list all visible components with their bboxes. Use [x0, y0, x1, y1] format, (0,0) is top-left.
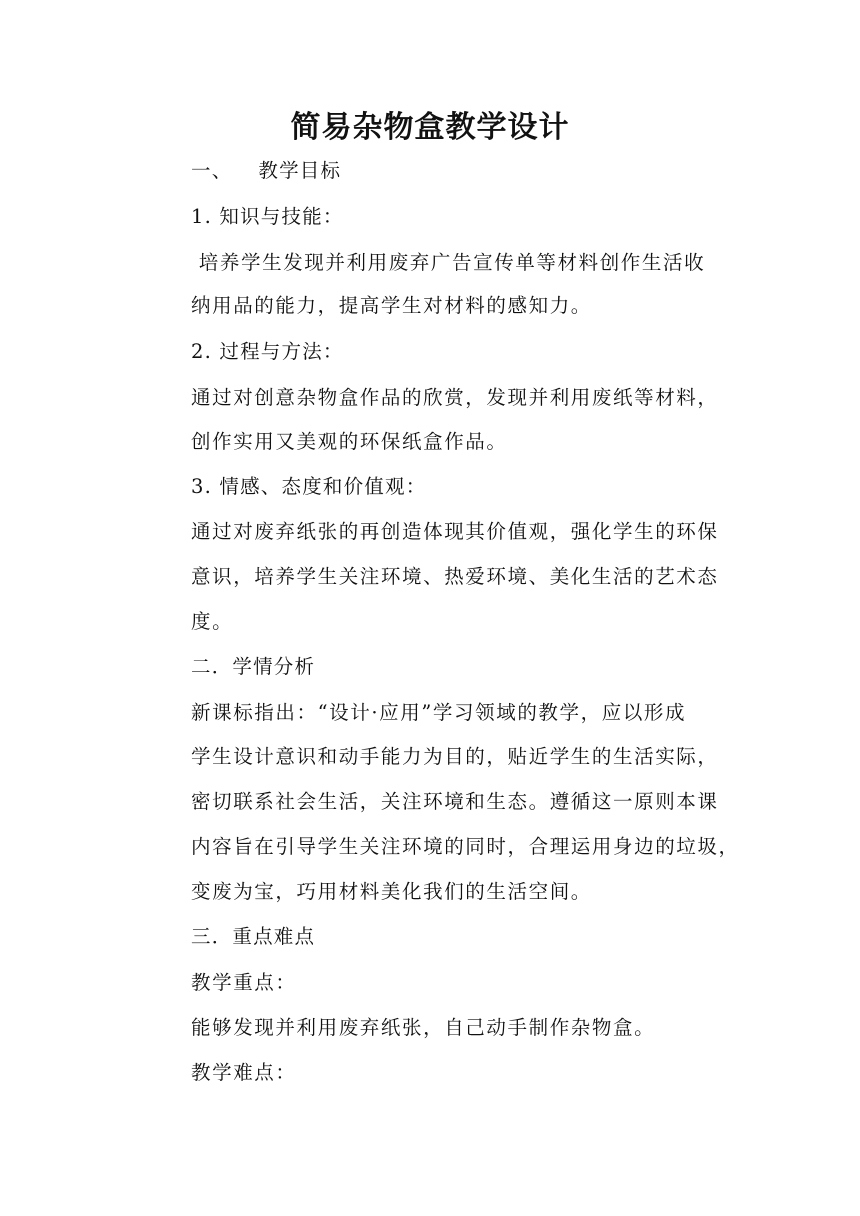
subheading-knowledge-skills: 1. 知识与技能： — [191, 205, 344, 228]
paragraph-line: 度。 — [191, 610, 234, 633]
paragraph-line: 变废为宝，巧用材料美化我们的生活空间。 — [191, 880, 592, 903]
section-heading-objectives — [191, 156, 761, 186]
paragraph-line: 意识，培养学生关注环境、热爱环境、美化生活的艺术态 — [191, 565, 719, 588]
section-heading-analysis: 二．学情分析 — [191, 655, 316, 678]
paragraph-line: 通过对废弃纸张的再创造体现其价值观，强化学生的环保 — [191, 520, 719, 543]
paragraph-line: 密切联系社会生活，关注环境和生态。遵循这一原则本课 — [191, 790, 719, 813]
section-title: 教学目标 — [258, 159, 342, 182]
difficult-point-label: 教学难点： — [191, 1061, 297, 1084]
section-heading-key-points: 三．重点难点 — [191, 925, 316, 948]
paragraph-line: 学生设计意识和动手能力为目的，贴近学生的生活实际， — [191, 745, 719, 768]
subheading-emotion-values: 3. 情感、态度和价值观： — [191, 475, 427, 498]
document-title: 简易杂物盒教学设计 — [290, 110, 570, 145]
paragraph-line: 新课标指出：“设计·应用”学习领域的教学，应以形成 — [191, 701, 687, 724]
key-point-label: 教学重点： — [191, 971, 297, 994]
section-marker: 一、 — [191, 159, 233, 182]
subheading-process-method: 2. 过程与方法： — [191, 340, 344, 363]
paragraph-line: 培养学生发现并利用废弃广告宣传单等材料创作生活收 — [191, 251, 706, 274]
key-point-text: 能够发现并利用废弃纸张，自己动手制作杂物盒。 — [191, 1016, 656, 1039]
paragraph-line: 内容旨在引导学生关注环境的同时，合理运用身边的垃圾， — [191, 835, 740, 858]
paragraph-line: 纳用品的能力，提高学生对材料的感知力。 — [191, 294, 592, 317]
paragraph-line: 通过对创意杂物盒作品的欣赏，发现并利用废纸等材料， — [191, 386, 719, 409]
paragraph-line: 创作实用又美观的环保纸盒作品。 — [191, 430, 508, 453]
